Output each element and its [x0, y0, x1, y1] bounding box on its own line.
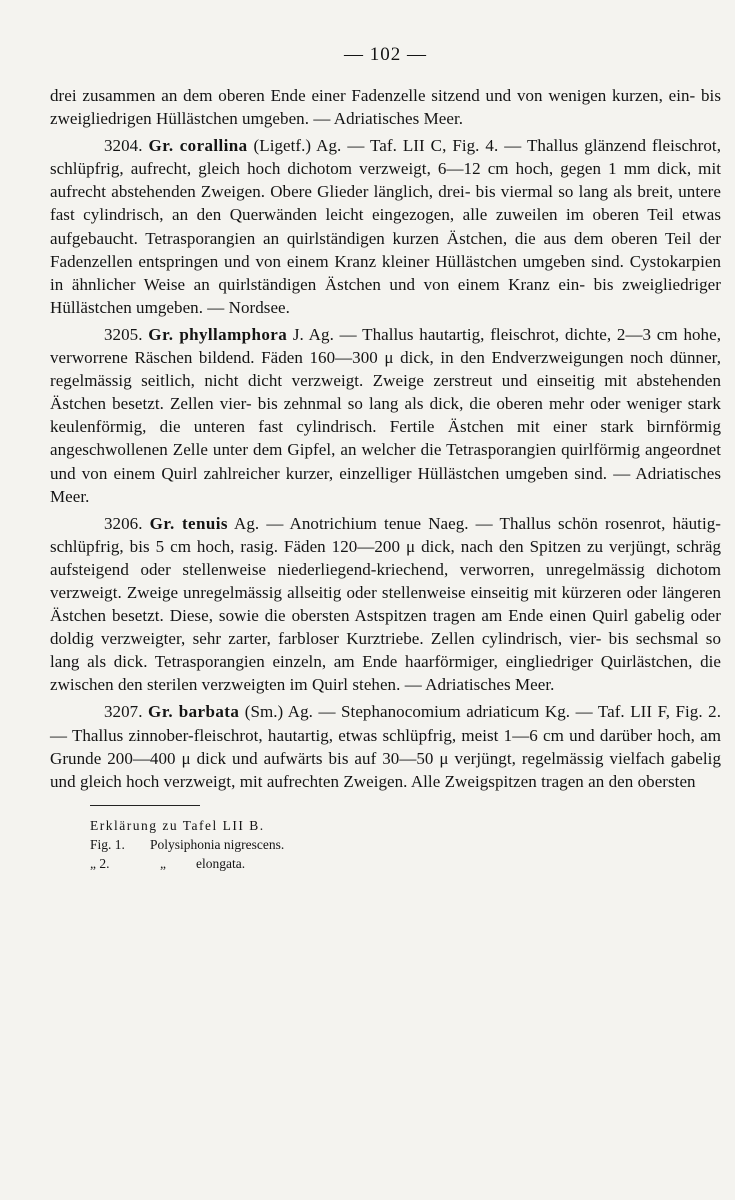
plate-caption-title: Erklärung zu Tafel LII B. [90, 817, 265, 833]
figure-caption-1 [90, 835, 721, 854]
figure-label: „ 2. [90, 855, 110, 871]
genus-abbrev: Gr. [149, 513, 175, 533]
species-authority: (Sm.) Ag. [244, 702, 313, 722]
figure-label: Fig. 1. [90, 836, 125, 852]
paragraph-text: drei zusammen an dem oberen Ende einer Fadenzelle sitzend und von wenigen kurzen, ein- bis zweigliedrigen Hüllästchen umgeben. — Adriatisches Meer. [50, 86, 721, 129]
genus-abbrev: Gr. [148, 702, 174, 722]
entry-number: 3207. [104, 702, 143, 722]
ditto-mark: „ [160, 855, 166, 871]
species-entry-3205 [50, 323, 721, 508]
entry-description: — Taf. LII C, Fig. 4. — Thallus glänzend fleischrot, schlüpfrig, aufrecht, gleich hoch dichotom verzweigt, 6—12 cm hoch, gegen 1 mm dick, mit aufrecht abstehenden Zweigen. Obere Glieder länglich, drei- bis viermal so lang als breit, untere fast cylindrisch, an den Querwänden leicht eingezogen, alle zuweilen im oberen Teil etwas aufgebaucht. Tetrasporangien an quirlständigen kurzen Ästchen, die aus dem oberen Teil der Fadenzellen entspringen und von einem Kranz kleiner Hüllästchen umgeben sind. Cystokarpien in ähnlicher Weise an quirlständigen Ästchen und von einem Kranz ein- bis zweigliedriger Hüllästchen umgeben. — Nordsee. [50, 136, 722, 317]
entry-number: 3206. [104, 513, 143, 533]
species-authority: Ag. [234, 513, 260, 533]
species-entry-3204 [50, 134, 721, 319]
species-entry-3206 [50, 512, 721, 697]
genus-abbrev: Gr. [148, 136, 174, 156]
genus-abbrev: Gr. [148, 324, 174, 344]
page-number: — 102 — [344, 44, 427, 65]
figure-caption-2 [90, 854, 721, 873]
continuation-paragraph [50, 84, 721, 130]
entry-description: — Stephanocomium adriaticum Kg. — Taf. LII F, Fig. 2. — Thallus zinnober-fleischrot, hautartig, etwas schlüpfrig, meist 1—6 cm und darüber hoch, am Grunde 200—400 μ dick und aufwärts bis auf 30—50 μ verjüngt, regelmässig vielfach gabelig und gleich hoch verzweigt, mit aufrechten Zweigen. Alle Zweigspitzen tragen an den obersten [50, 702, 721, 791]
entry-number: 3204. [104, 136, 143, 156]
footnote-divider [90, 805, 200, 806]
species-authority: J. Ag. [292, 324, 334, 344]
species-name: corallina [179, 136, 248, 156]
species-name: tenuis [181, 513, 228, 533]
figure-name: elongata. [196, 855, 246, 871]
species-entry-3207 [50, 700, 721, 792]
entry-description: — Anotrichium tenue Naeg. — Thallus schön rosenrot, häutig-schlüpfrig, bis 5 cm hoch, rasig. Fäden 120—200 μ dick, nach den Spitzen zu verjüngt, schräg aufsteigend oder stellenweise niederliegend-kriechend, verworren, unregelmässig dichotom verzweigt. Zweige unregelmässig allseitig oder stellenweise einseitig mit kürzeren oder längeren Ästchen besetzt. Diese, sowie die obersten Astspitzen tragen am Ende einen Quirl gabelig oder doldig verzweigter, sehr zarter, farbloser Kurztriebe. Zellen cylindrisch, vier- bis sechsmal so lang als dick. Tetrasporangien einzeln, am Ende haarförmiger, eingliedriger Quirlästchen, die zwischen den sterilen verzweigten im Quirl stehen. — Adriatisches Meer. [50, 513, 721, 695]
entry-description: — Thallus hautartig, fleischrot, dichte, 2—3 cm hohe, verworrene Räschen bildend. Fäden 160—300 μ dick, in den Endverzweigungen noch dünner, regelmässig seitlich, nicht dicht verzweigt. Zweige zerstreut und einseitig mit abstehenden Ästchen besetzt. Zellen vier- bis zehnmal so lang als dick, die oberen mehr oder weniger stark keulenförmig, die unteren fast cylindrisch. Fertile Ästchen mit einer stark birnförmig angeschwollenen Zelle unter dem Gipfel, an welcher die Tetrasporangien quirlförmig angeordnet und von einem Quirl zahlreicher kurzer, einzelliger Hüllästchen umgeben sind. — Adriatisches Meer. [50, 324, 721, 506]
body-text [50, 84, 721, 793]
species-name: phyllamphora [179, 324, 288, 344]
figure-name: Polysiphonia nigrescens. [150, 836, 285, 852]
species-name: barbata [178, 702, 240, 722]
entry-number: 3205. [104, 324, 143, 344]
plate-caption [90, 816, 721, 873]
species-authority: (Ligetf.) Ag. [253, 136, 342, 156]
